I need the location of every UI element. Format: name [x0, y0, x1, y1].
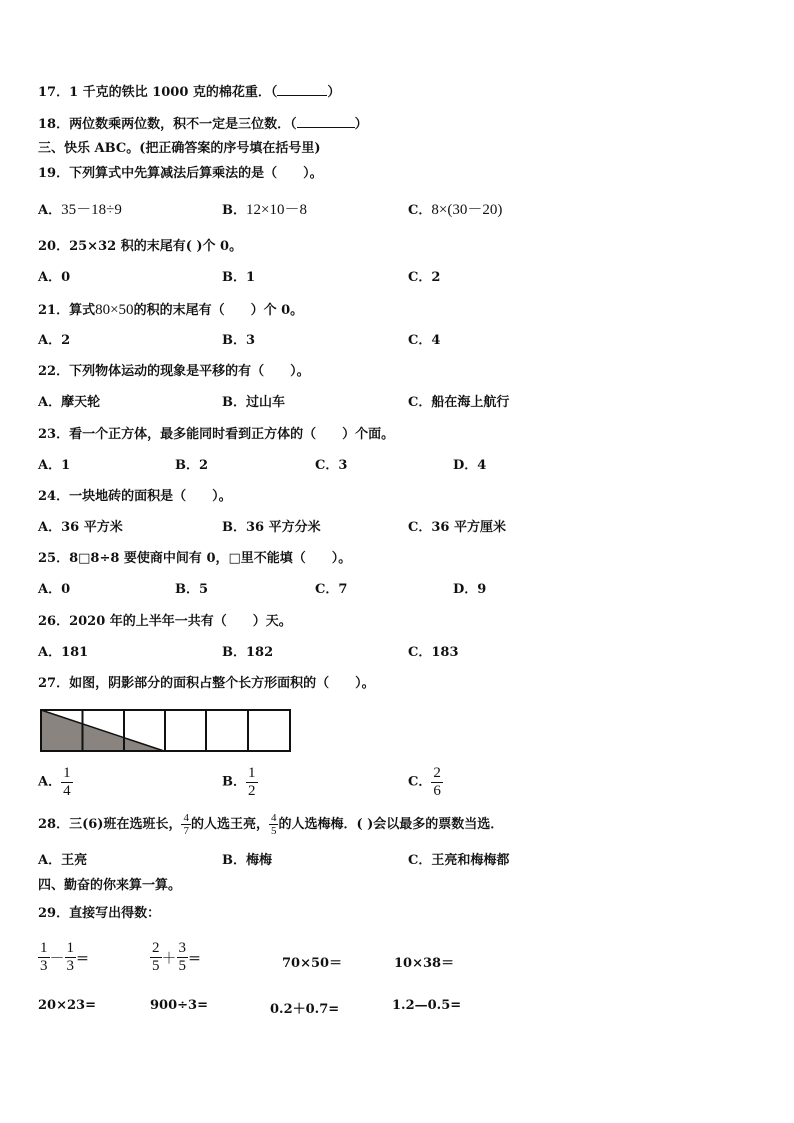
- option-label: C．: [408, 774, 432, 790]
- q28-option-b[interactable]: B．梅梅: [222, 853, 272, 868]
- equals-sign: ＝: [188, 952, 202, 967]
- q20-option-b[interactable]: B．1: [222, 270, 256, 285]
- q21-text-2: 的积的末尾有（ ）个 0。: [133, 303, 304, 318]
- denominator: 6: [433, 783, 441, 799]
- option-label: A．: [38, 203, 62, 218]
- q27-option-c[interactable]: [408, 765, 443, 800]
- q25-option-d[interactable]: D．9: [453, 582, 487, 597]
- q18-close: ）: [354, 117, 368, 132]
- q23-option-b[interactable]: B．2: [175, 458, 209, 473]
- q22-option-b[interactable]: B．过山车: [222, 395, 285, 410]
- q23-option-d[interactable]: D．4: [453, 458, 487, 473]
- fraction: [150, 940, 162, 975]
- q28-option-a[interactable]: A．王亮: [38, 853, 88, 868]
- question-17: [38, 83, 340, 101]
- denominator: 3: [40, 958, 48, 974]
- calc-item-7: 0.2＋0.7=: [270, 1002, 340, 1017]
- q19-b-expression: 12×10－8: [246, 202, 307, 218]
- denominator: 5: [152, 958, 160, 974]
- question-21: [38, 302, 303, 319]
- calc-item-6: 900÷3=: [150, 998, 208, 1013]
- fraction: [61, 765, 73, 800]
- calc-item-3: 70×50＝: [282, 956, 343, 971]
- question-27: 27．如图，阴影部分的面积占整个长方形面积的（ ）。: [38, 676, 375, 691]
- numerator: 2: [152, 940, 160, 956]
- q26-option-b[interactable]: B．182: [222, 645, 274, 660]
- option-label: C．: [408, 203, 432, 218]
- q21-option-c[interactable]: C．4: [408, 333, 441, 348]
- denominator: 5: [270, 825, 277, 837]
- q21-option-a[interactable]: A．2: [38, 333, 71, 348]
- numerator: 2: [433, 765, 441, 781]
- question-28: [38, 810, 503, 840]
- q28-text-2: 的人选王亮，: [190, 817, 269, 832]
- q28-text-1: 28．三(6)班在选班长，: [38, 817, 182, 832]
- q21-option-b[interactable]: B．3: [222, 333, 256, 348]
- calc-item-2: [150, 940, 201, 975]
- numerator: 4: [270, 812, 277, 824]
- calc-item-1: [38, 940, 89, 975]
- numerator: 1: [248, 765, 256, 781]
- q19-option-a[interactable]: [38, 202, 122, 219]
- option-label: A．: [38, 774, 62, 790]
- q19-a-expression: 35－18÷9: [61, 202, 122, 218]
- q27-option-b[interactable]: [222, 765, 258, 800]
- q25-option-c[interactable]: C．7: [315, 582, 348, 597]
- q21-text: 21．算式: [38, 303, 96, 318]
- q26-option-a[interactable]: A．181: [38, 645, 89, 660]
- q17-text: 17．1 千克的铁比 1000 克的棉花重．（: [38, 85, 278, 100]
- q28-text-3: 的人选梅梅．( )会以最多的票数当选．: [278, 817, 504, 832]
- denominator: 2: [248, 783, 256, 799]
- answer-blank[interactable]: [277, 83, 327, 96]
- option-label: B．: [222, 774, 246, 790]
- question-25: 25．8□8÷8 要使商中间有 0，□里不能填（ ）。: [38, 551, 352, 566]
- fraction: [65, 940, 77, 975]
- equals-sign: ＝: [76, 952, 90, 967]
- numerator: 4: [183, 812, 189, 824]
- operator: ＋: [161, 951, 177, 967]
- question-20: 20．25×32 积的末尾有( )个 0。: [38, 239, 243, 254]
- fraction: [177, 940, 189, 975]
- denominator: 5: [178, 958, 187, 974]
- fraction: [181, 812, 191, 837]
- numerator: 1: [63, 765, 71, 781]
- question-24: 24．一块地砖的面积是（ ）。: [38, 489, 232, 504]
- fraction: [38, 940, 50, 975]
- q20-option-a[interactable]: A．0: [38, 270, 71, 285]
- q18-text: 18．两位数乘两位数，积不一定是三位数．（: [38, 117, 297, 132]
- q24-option-c[interactable]: C．36 平方厘米: [408, 520, 506, 535]
- numerator: 1: [66, 940, 75, 956]
- denominator: 4: [63, 783, 71, 799]
- rectangle-figure: [40, 709, 292, 753]
- q25-option-b[interactable]: B．5: [175, 582, 209, 597]
- q24-option-a[interactable]: A．36 平方米: [38, 520, 123, 535]
- denominator: 7: [183, 825, 189, 837]
- question-22: 22．下列物体运动的现象是平移的有（ ）。: [38, 364, 310, 379]
- numerator: 1: [40, 940, 48, 956]
- calc-item-4: 10×38＝: [394, 956, 455, 971]
- q28-option-c[interactable]: C．王亮和梅梅都: [408, 853, 510, 868]
- section-4-heading: 四、勤奋的你来算一算。: [38, 878, 182, 893]
- answer-blank[interactable]: [297, 115, 355, 128]
- fraction: [431, 765, 443, 800]
- q26-option-c[interactable]: C．183: [408, 645, 459, 660]
- question-26: 26．2020 年的上半年一共有（ ）天。: [38, 614, 292, 629]
- question-29: 29．直接写出得数：: [38, 906, 161, 921]
- q21-expression: 80×50: [95, 302, 134, 318]
- question-23: 23．看一个正方体，最多能同时看到正方体的（ ）个面。: [38, 427, 395, 442]
- question-18: [38, 115, 368, 133]
- q25-option-a[interactable]: A．0: [38, 582, 71, 597]
- option-label: B．: [222, 203, 246, 218]
- q22-option-a[interactable]: A．摩天轮: [38, 395, 101, 410]
- q27-option-a[interactable]: [38, 765, 73, 800]
- fraction: [246, 765, 258, 800]
- numerator: 3: [178, 940, 187, 956]
- q23-option-c[interactable]: C．3: [315, 458, 348, 473]
- q24-option-b[interactable]: B．36 平方分米: [222, 520, 321, 535]
- question-19: 19．下列算式中先算减法后算乘法的是（ ）。: [38, 166, 323, 181]
- q23-option-a[interactable]: A．1: [38, 458, 71, 473]
- calc-item-8: 1.2—0.5=: [392, 998, 462, 1013]
- denominator: 3: [66, 958, 75, 974]
- operator: －: [49, 951, 65, 967]
- q22-option-c[interactable]: C．船在海上航行: [408, 395, 510, 410]
- q19-option-b[interactable]: [222, 202, 307, 219]
- section-3-heading: 三、快乐 ABC。(把正确答案的序号填在括号里): [38, 141, 321, 156]
- q17-close: ）: [327, 85, 341, 100]
- q20-option-c[interactable]: C．2: [408, 270, 441, 285]
- q19-option-c[interactable]: [408, 202, 502, 219]
- calc-item-5: 20×23=: [38, 998, 96, 1013]
- q19-c-expression: 8×(30－20): [431, 202, 503, 218]
